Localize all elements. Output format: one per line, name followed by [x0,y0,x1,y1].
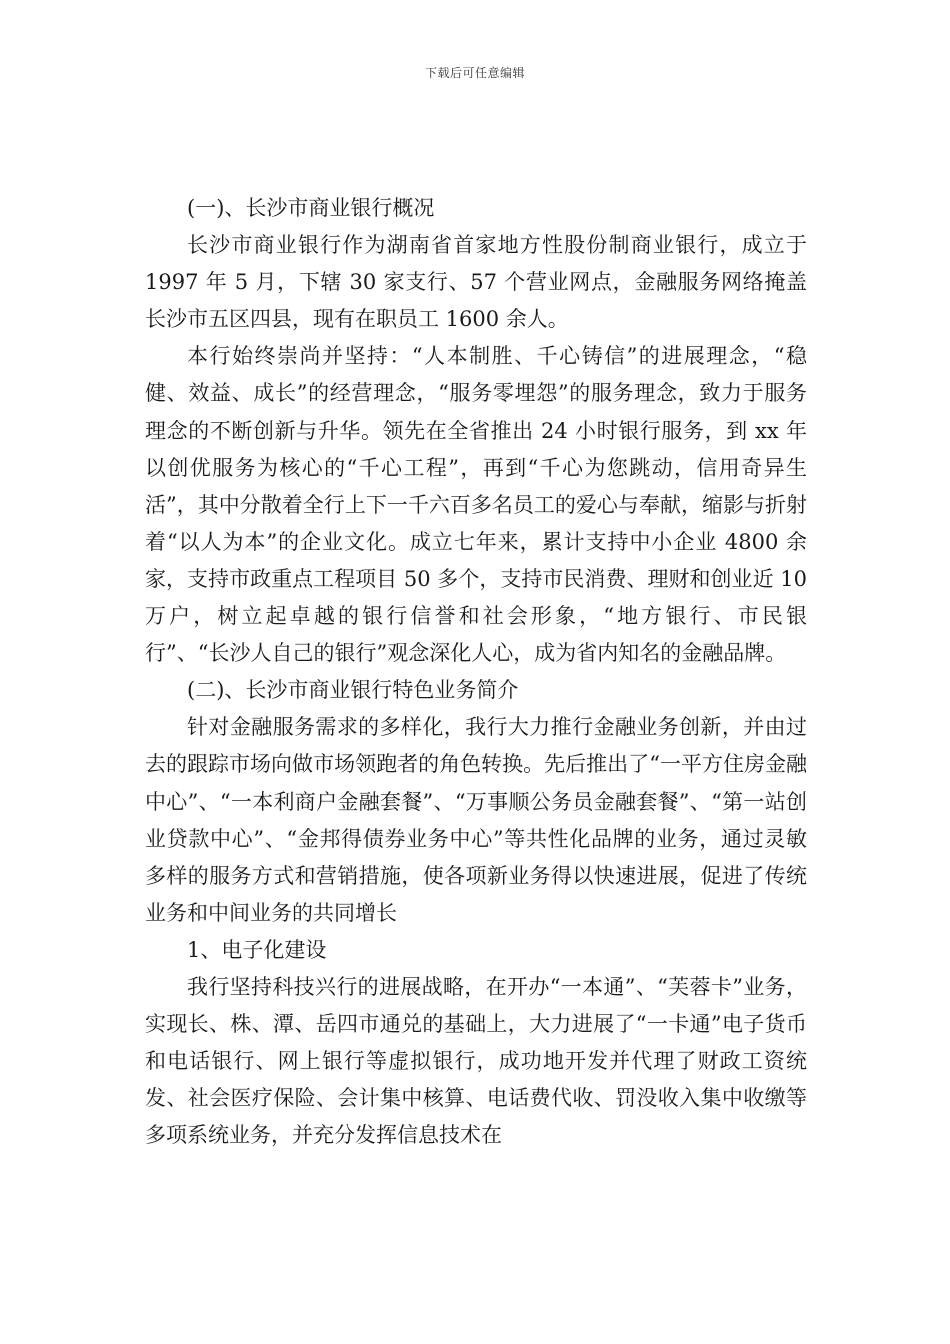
section-heading-electronic: 1、电子化建设 [187,937,327,962]
section-heading-services: (二)、长沙市商业银行特色业务简介 [187,678,519,703]
page-header: 下载后可任意编辑 [424,66,525,80]
paragraph-services: 针对金融服务需求的多样化，我行大力推行金融业务创新，并由过去的跟踪市场向做市场领跑者的角色转换。先后推出了“一平方住房金融中心”、“一本利商户金融套餐”、“万事顺公务员金融套餐”、“第一站创业贷款中心”、“金邦得债券业务中心”等共性化品牌的业务，通过灵敏多样的服务方式和营销措施，使各项新业务得以快速进展，促进了传统业务和中间业务的共同增长 [145,715,807,925]
section-heading-overview: (一)、长沙市商业银行概况 [187,196,435,220]
document-body [145,190,807,1154]
paragraph-electronic: 我行坚持科技兴行的进展战略，在开办“一本通”、“芙蓉卡”业务，实现长、株、潭、岳四市通兑的基础上，大力进展了“一卡通”电子货币和电话银行、网上银行等虚拟银行，成功地开发并代理了财政工资统发、社会医疗保险、会计集中核算、电话费代收、罚没收入集中收缴等多项系统业务，并充分发挥信息技术在 [145,974,807,1148]
paragraph-bank-philosophy: 本行始终崇尚并坚持：“人本制胜、千心铸信”的进展理念，“稳健、效益、成长”的经营理念，“服务零埋怨”的服务理念，致力于服务理念的不断创新与升华。领先在全省推出 24 小时银行服务，到 xx 年以创优服务为核心的“千心工程”，再到“千心为您跳动，信用奇异生活”，其中分散着全行上下一千六百多名员工的爱心与奉献，缩影与折射着“以人为本”的企业文化。成立七年来，累计支持中小企业 4800 余家，支持市政重点工程项目 50 多个，支持市民消费、理财和创业近 10 万户，树立起卓越的银行信誉和社会形象，“地方银行、市民银行”、“长沙人自己的银行”观念深化人心，成为省内知名的金融品牌。 [145,344,807,666]
paragraph-bank-intro: 长沙市商业银行作为湖南省首家地方性股份制商业银行，成立于 1997 年 5 月，下辖 30 家支行、57 个营业网点，金融服务网络掩盖长沙市五区四县，现有在职员工 1600 余人。 [145,233,807,332]
